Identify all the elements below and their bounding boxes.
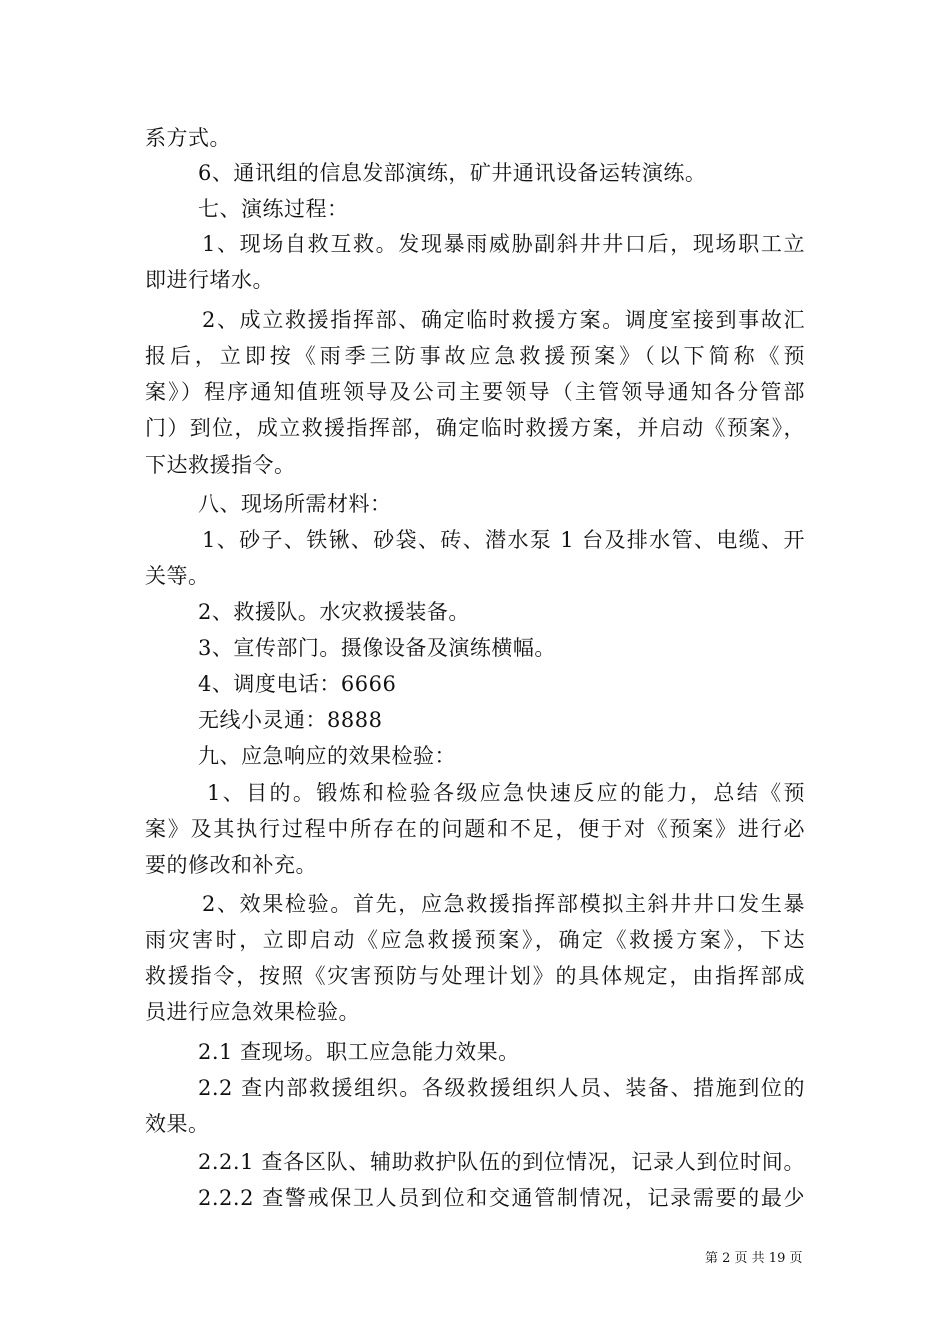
text-line: 员进行应急效果检验。 bbox=[145, 1000, 360, 1024]
text-line: 3、宣传部门。摄像设备及演练横幅。 bbox=[198, 636, 556, 660]
text-line: 2、成立救援指挥部、确定临时救援方案。调度室接到事故汇 bbox=[202, 308, 805, 332]
text-line: 1、砂子、铁锹、砂袋、砖、潜水泵 1 台及排水管、电缆、开 bbox=[202, 528, 805, 552]
text-line: 2、效果检验。首先，应急救援指挥部模拟主斜井井口发生暴 bbox=[202, 892, 805, 916]
text-line: 1、现场自救互救。发现暴雨威胁副斜井井口后，现场职工立 bbox=[202, 232, 805, 256]
text-line: 即进行堵水。 bbox=[145, 268, 274, 292]
text-line: 2、救援队。水灾救援装备。 bbox=[198, 600, 470, 624]
text-line: 2.2 查内部救援组织。各级救援组织人员、装备、措施到位的 bbox=[198, 1076, 805, 1100]
page-number-footer: 第 2 页 共 19 页 bbox=[705, 1251, 803, 1266]
text-line: 门）到位，成立救援指挥部，确定临时救援方案，并启动《预案》， bbox=[145, 416, 805, 440]
text-line: 1、目的。锻炼和检验各级应急快速反应的能力，总结《预 bbox=[207, 781, 805, 805]
text-line: 系方式。 bbox=[145, 126, 231, 150]
text-line: 2.1 查现场。职工应急能力效果。 bbox=[198, 1040, 520, 1064]
text-line: 报后，立即按《雨季三防事故应急救援预案》（以下简称《预 bbox=[145, 344, 805, 368]
text-line: 2.2.1 查各区队、辅助救护队伍的到位情况，记录人到位时间。 bbox=[198, 1150, 805, 1174]
text-line: 6、通讯组的信息发部演练，矿井通讯设备运转演练。 bbox=[198, 161, 707, 185]
text-line: 救援指令，按照《灾害预防与处理计划》的具体规定，由指挥部成 bbox=[145, 964, 805, 988]
text-line: 雨灾害时，立即启动《应急救援预案》，确定《救援方案》，下达 bbox=[145, 928, 805, 952]
section-heading: 七、演练过程： bbox=[198, 197, 349, 221]
text-line: 2.2.2 查警戒保卫人员到位和交通管制情况，记录需要的最少 bbox=[198, 1186, 805, 1210]
text-line: 4、调度电话：6666 bbox=[198, 672, 397, 696]
text-line: 要的修改和补充。 bbox=[145, 853, 317, 877]
text-line: 无线小灵通：8888 bbox=[198, 708, 383, 732]
text-line: 效果。 bbox=[145, 1112, 210, 1136]
text-line: 关等。 bbox=[145, 564, 210, 588]
text-line: 案》及其执行过程中所存在的问题和不足，便于对《预案》进行必 bbox=[145, 817, 805, 841]
text-line: 下达救援指令。 bbox=[145, 453, 296, 477]
text-line: 案》）程序通知值班领导及公司主要领导（主管领导通知各分管部 bbox=[145, 380, 805, 404]
section-heading: 九、应急响应的效果检验： bbox=[198, 744, 456, 768]
section-heading: 八、现场所需材料： bbox=[198, 492, 392, 516]
